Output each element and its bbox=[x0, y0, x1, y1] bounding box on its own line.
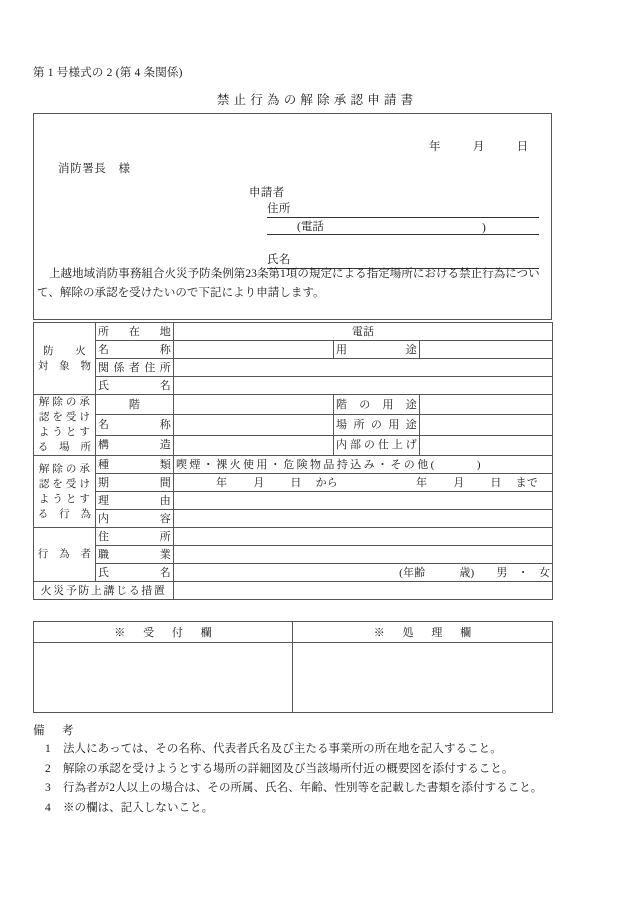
applicant-tel-close-label: ) bbox=[482, 222, 486, 234]
table-row bbox=[34, 528, 553, 546]
date-day-label: 日 bbox=[516, 141, 529, 153]
value-act-period[interactable] bbox=[174, 474, 553, 492]
table-row bbox=[34, 359, 553, 377]
table-row bbox=[34, 415, 553, 435]
table-row bbox=[34, 323, 553, 341]
row-group-fire-object bbox=[34, 323, 96, 395]
period-line bbox=[176, 475, 550, 491]
note-number: 2 bbox=[45, 762, 51, 775]
value-related-person-name[interactable] bbox=[174, 377, 553, 395]
value-act-content[interactable] bbox=[174, 510, 553, 528]
table-row bbox=[34, 456, 553, 474]
applicant-address-field[interactable] bbox=[267, 200, 539, 218]
row-group-target-place-line3: よ う と す bbox=[38, 427, 91, 438]
row-group-target-place-line2: 認 を 受 け bbox=[38, 412, 91, 423]
label-actor-name: 氏 名 bbox=[96, 564, 174, 582]
addressee: 消防署長 様 bbox=[58, 163, 131, 175]
table-row bbox=[34, 435, 553, 455]
label-related-person-address: 関係者住所 bbox=[96, 359, 174, 377]
value-act-kind-options[interactable]: 喫煙・裸火使用・危険物品持込み・その他( ) bbox=[174, 456, 553, 474]
actor-age-unit: 歳) bbox=[459, 566, 475, 579]
note-text: ※の欄は、記入しないこと。 bbox=[63, 801, 214, 814]
actor-sex-male[interactable]: 男 bbox=[496, 566, 508, 579]
label-floor: 階 bbox=[96, 395, 174, 415]
period-to-word: まで bbox=[515, 476, 539, 489]
value-floor-usage[interactable] bbox=[420, 395, 553, 415]
row-group-target-act-line2: 認 を 受 け bbox=[38, 478, 91, 490]
label-object-usage: 用 途 bbox=[334, 341, 420, 359]
table-row bbox=[34, 643, 553, 713]
label-act-content: 内 容 bbox=[96, 510, 174, 528]
row-group-actor-label: 行 為 者 bbox=[37, 549, 92, 560]
applicant-block bbox=[249, 184, 539, 269]
row-group-actor bbox=[34, 528, 96, 582]
period-from-day: 日 bbox=[290, 476, 302, 489]
applicant-tel-open-label: (電話 bbox=[297, 221, 324, 233]
value-actor-occupation[interactable] bbox=[174, 546, 553, 564]
applicant-name-label: 氏名 bbox=[267, 254, 291, 266]
table-row bbox=[34, 341, 553, 359]
value-actor-address[interactable] bbox=[174, 528, 553, 546]
table-row bbox=[34, 582, 553, 600]
value-location-tel[interactable]: 電話 bbox=[174, 323, 553, 341]
value-related-person-address[interactable] bbox=[174, 359, 553, 377]
table-row bbox=[34, 492, 553, 510]
applicant-heading: 申請者 bbox=[249, 187, 285, 199]
note-number: 3 bbox=[45, 782, 51, 794]
value-fire-prevention-measures[interactable] bbox=[174, 582, 553, 600]
note-number: 4 bbox=[45, 801, 51, 814]
row-group-target-place-line4: る 場 所 bbox=[37, 442, 92, 453]
note-number: 1 bbox=[45, 743, 51, 755]
label-actor-address: 住 所 bbox=[96, 528, 174, 546]
row-group-target-act-line1: 解 除 の 承 bbox=[38, 463, 91, 475]
label-act-period: 期 間 bbox=[96, 474, 174, 492]
table-row bbox=[34, 510, 553, 528]
processing-column-body[interactable] bbox=[293, 643, 553, 713]
period-to-day: 日 bbox=[490, 476, 502, 489]
value-structure[interactable] bbox=[174, 435, 334, 455]
period-to-month: 月 bbox=[453, 476, 465, 489]
value-floor[interactable] bbox=[174, 395, 334, 415]
row-group-fire-object-line1: 防 火 bbox=[43, 345, 86, 357]
period-from-month: 月 bbox=[253, 476, 265, 489]
label-actor-occupation: 職 業 bbox=[96, 546, 174, 564]
note-text: 行為者が2人以上の場合は、その所属、氏名、年齢、性別等を記載した書類を添付すること。 bbox=[63, 782, 543, 794]
label-structure: 構 造 bbox=[96, 435, 174, 455]
table-row bbox=[34, 622, 553, 643]
value-object-name[interactable] bbox=[174, 341, 334, 359]
note-text: 法人にあっては、その名称、代表者氏名及び主たる事業所の所在地を記入すること。 bbox=[63, 743, 502, 755]
reception-column-header: ※ 受 付 欄 bbox=[34, 622, 293, 643]
actor-age-open: (年齢 bbox=[399, 566, 426, 579]
applicant-address-label: 住所 bbox=[267, 203, 291, 215]
table-row bbox=[34, 377, 553, 395]
date-month-label: 月 bbox=[472, 141, 485, 153]
label-object-name: 名 称 bbox=[96, 341, 174, 359]
label-act-reason: 理 由 bbox=[96, 492, 174, 510]
applicant-tel-field[interactable] bbox=[267, 218, 539, 235]
value-interior-finish[interactable] bbox=[420, 435, 553, 455]
label-location: 所 在 地 bbox=[96, 323, 174, 341]
note-item bbox=[33, 760, 593, 780]
date-year-label: 年 bbox=[429, 141, 441, 153]
statement-text bbox=[33, 265, 552, 303]
table-row bbox=[34, 546, 553, 564]
value-place-name[interactable] bbox=[174, 415, 334, 435]
row-group-target-act bbox=[34, 456, 96, 528]
value-act-reason[interactable] bbox=[174, 492, 553, 510]
row-group-target-place bbox=[34, 395, 96, 456]
label-place-name: 名 称 bbox=[96, 415, 174, 435]
label-interior-finish: 内部の仕上げ bbox=[334, 435, 420, 455]
label-fire-prevention-measures: 火災予防上講じる措置 bbox=[34, 582, 174, 600]
form-code: 第 1 号様式の 2 (第 4 条関係) bbox=[33, 67, 183, 79]
label-place-usage: 場 所 の 用 途 bbox=[334, 415, 420, 435]
table-row bbox=[34, 395, 553, 415]
note-text: 解除の承認を受けようとする場所の詳細図及び当該場所付近の概要図を添付すること。 bbox=[63, 762, 514, 775]
table-row bbox=[34, 474, 553, 492]
note-item bbox=[33, 779, 593, 799]
actor-sex-female[interactable]: 女 bbox=[538, 566, 551, 579]
note-item bbox=[33, 799, 593, 819]
notes-section bbox=[33, 722, 593, 818]
value-object-usage[interactable] bbox=[420, 341, 553, 359]
value-place-usage[interactable] bbox=[420, 415, 553, 435]
official-use-table bbox=[33, 621, 553, 713]
label-floor-usage: 階 の 用 途 bbox=[334, 395, 420, 415]
row-group-fire-object-line2: 対 象 物 bbox=[37, 360, 92, 372]
label-related-person-name: 氏 名 bbox=[96, 377, 174, 395]
value-actor-name-age-sex[interactable] bbox=[174, 564, 553, 582]
label-act-kind: 種 類 bbox=[96, 456, 174, 474]
application-main-table bbox=[33, 322, 553, 600]
statement-paragraph: 上越地域消防事務組合火災予防条例第23条第1項の規定による指定場所における禁止行為について、解除の承認を受けたいので下記により申請します。 bbox=[37, 268, 540, 299]
period-to-year: 年 bbox=[416, 476, 428, 489]
processing-column-header: ※ 処 理 欄 bbox=[293, 622, 553, 643]
notes-title: 備 考 bbox=[33, 725, 77, 737]
reception-column-body[interactable] bbox=[34, 643, 293, 713]
row-group-target-act-line4: る 行 為 bbox=[37, 508, 92, 520]
page-title: 禁止行為の解除承認申請書 bbox=[216, 93, 418, 107]
period-from-year: 年 bbox=[216, 476, 228, 489]
period-from-word: から bbox=[315, 476, 339, 489]
note-item bbox=[33, 740, 593, 760]
date-line bbox=[429, 138, 528, 154]
table-row bbox=[34, 564, 553, 582]
actor-sex-separator: ・ bbox=[517, 566, 529, 579]
row-group-target-act-line3: よ う と す bbox=[38, 493, 91, 505]
row-group-target-place-line1: 解 除 の 承 bbox=[38, 397, 91, 408]
